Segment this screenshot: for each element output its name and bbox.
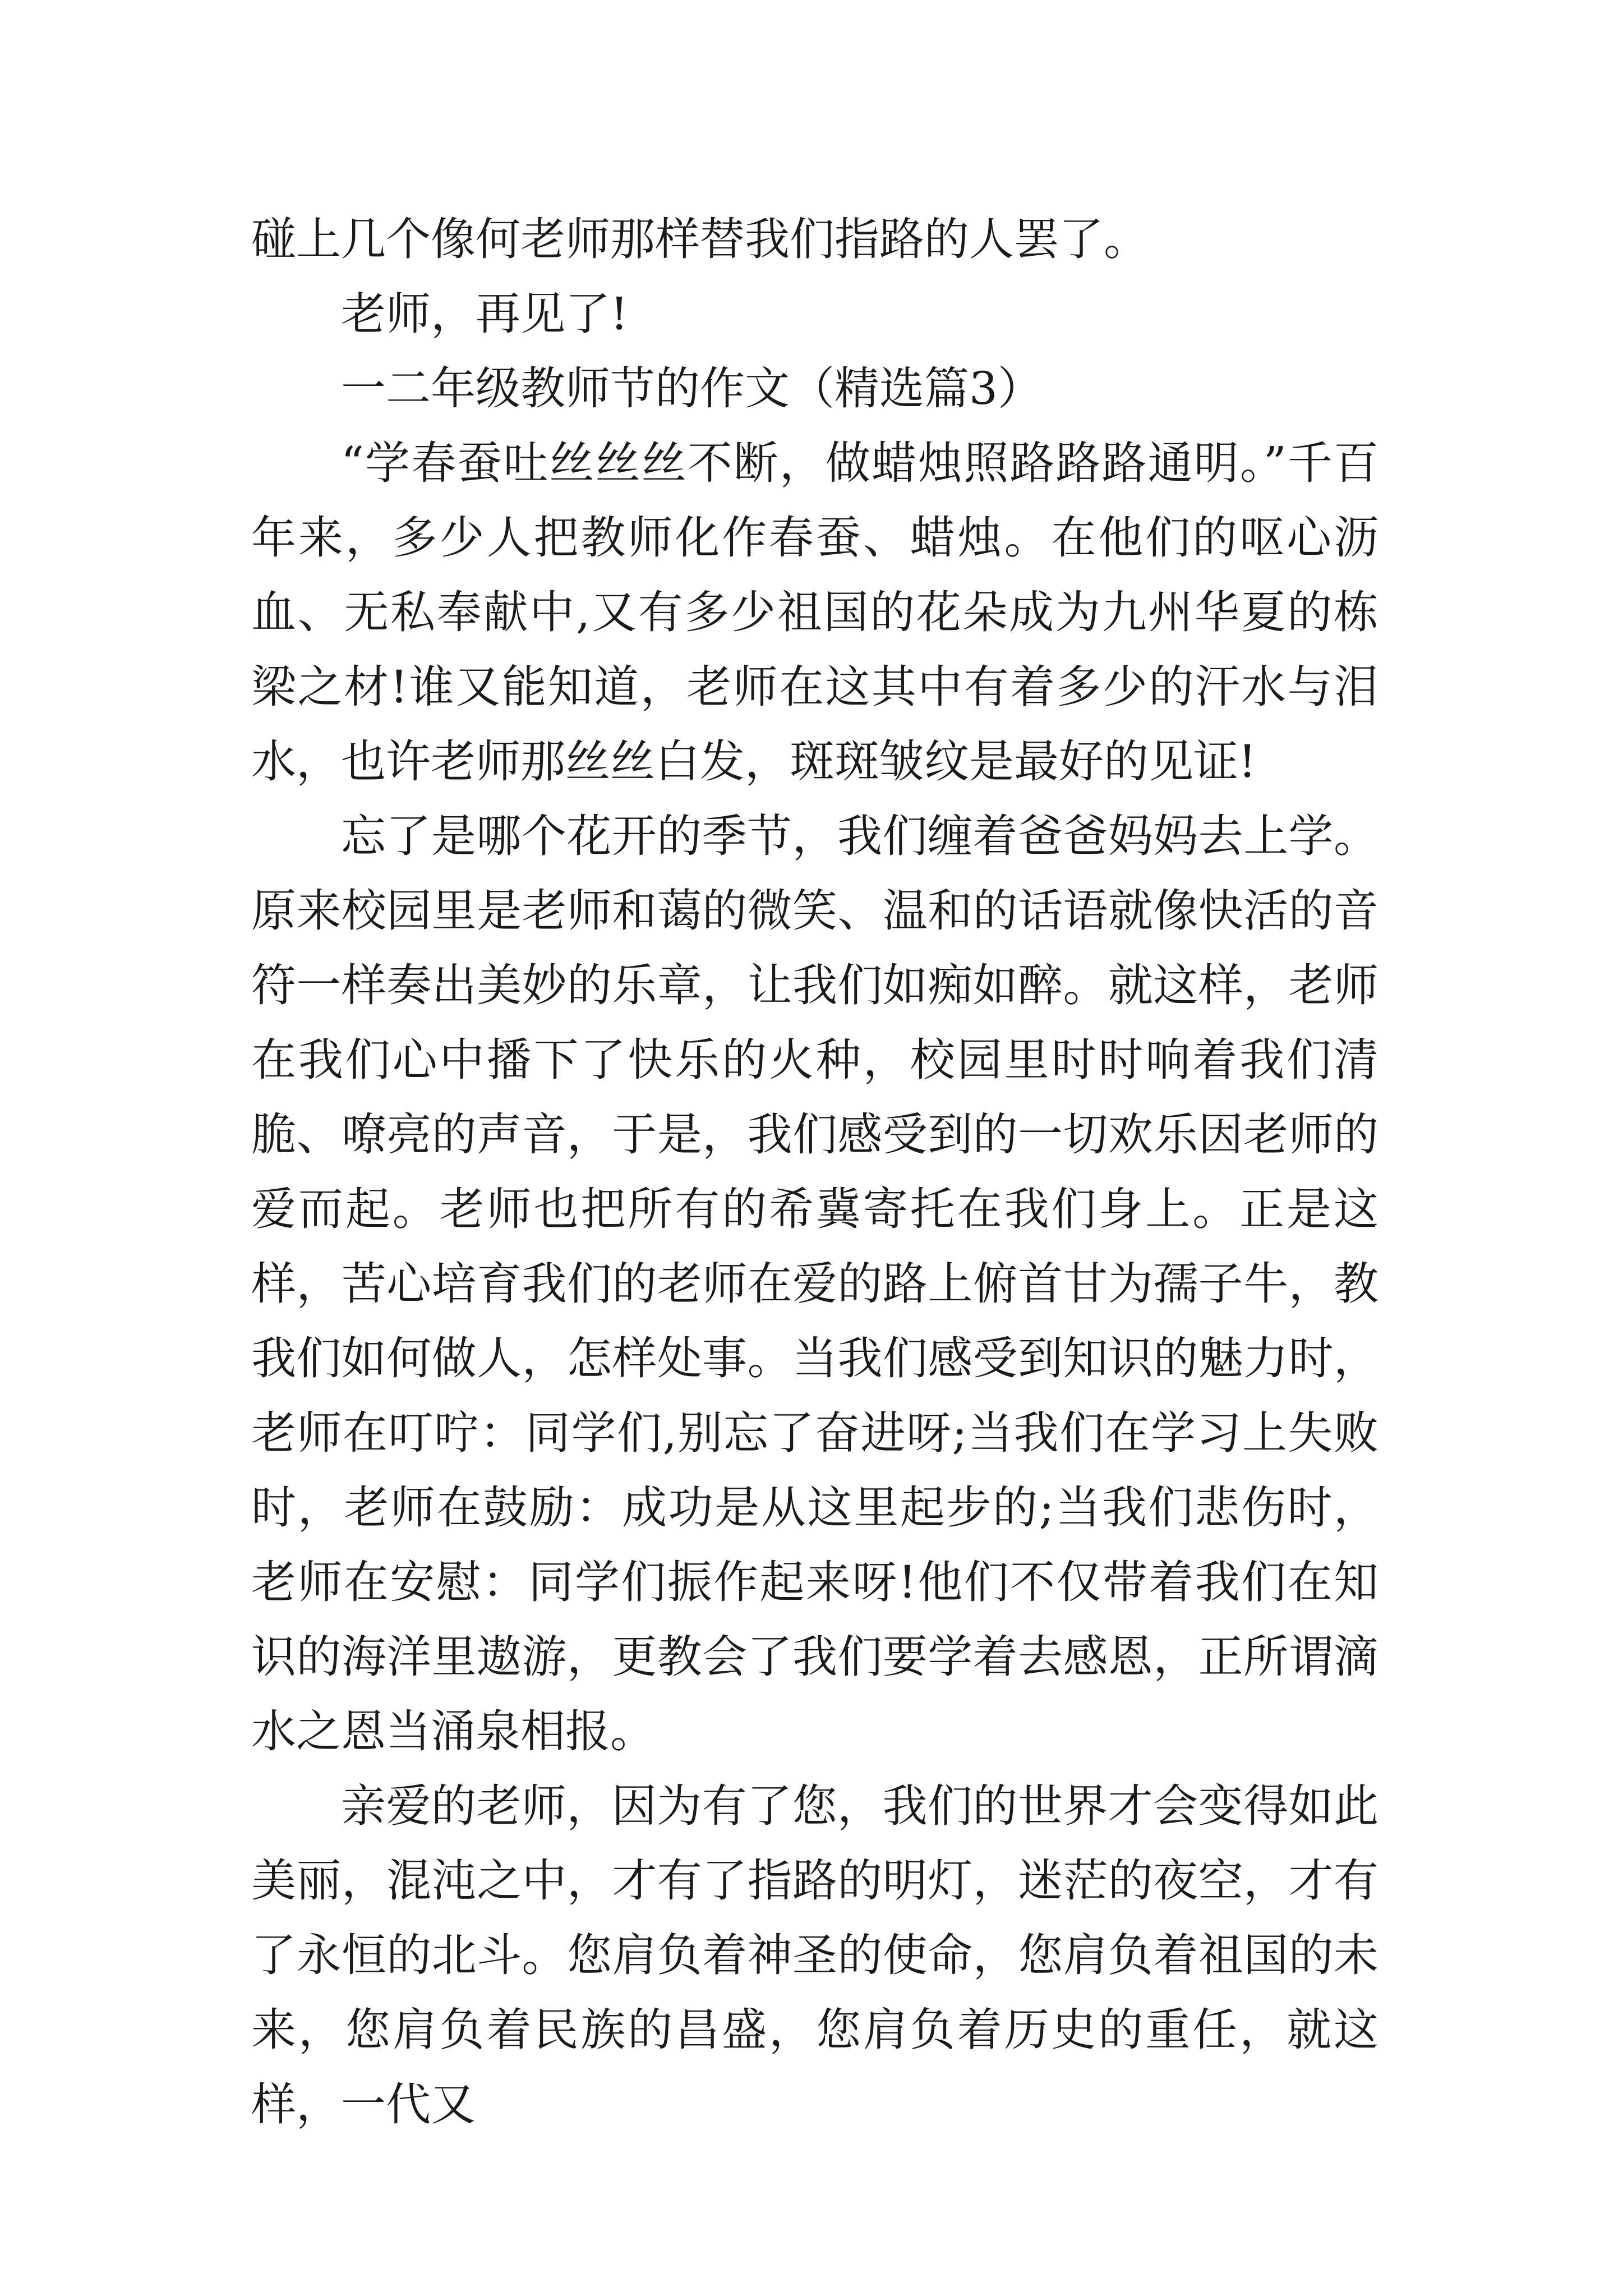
document-body	[251, 202, 1378, 2142]
paragraph-silkworm: “学春蚕吐丝丝丝不断，做蜡烛照路路路通明。”千百年来，多少人把教师化作春蚕、蜡烛。在他们的呕心沥血、无私奉献中,又有多少祖国的花朵成为九州华夏的栋梁之材!谁又能知道，老师在这其中有着多少的汗水与泪水，也许老师那丝丝白发，斑斑皱纹是最好的见证!	[251, 437, 1378, 788]
essay-heading: 一二年级教师节的作文（精选篇3）	[341, 362, 1043, 415]
paragraph-farewell: 老师，再见了!	[341, 288, 629, 340]
paragraph-dear-teacher: 亲爱的老师，因为有了您，我们的世界才会变得如此美丽，混沌之中，才有了指路的明灯，迷茫的夜空，才有了永恒的北斗。您肩负着神圣的使命，您肩负着祖国的未来，您肩负着民族的昌盛，您肩负着历史的重任，就这样，一代又	[251, 1780, 1378, 2131]
paragraph-school-memories: 忘了是哪个花开的季节，我们缠着爸爸妈妈去上学。原来校园里是老师和蔼的微笑、温和的话语就像快活的音符一样奏出美妙的乐章，让我们如痴如醉。就这样，老师在我们心中播下了快乐的火种，校园里时时响着我们清脆、嘹亮的声音，于是，我们感受到的一切欢乐因老师的爱而起。老师也把所有的希冀寄托在我们身上。正是这样，苦心培育我们的老师在爱的路上俯首甘为孺子牛，教我们如何做人，怎样处事。当我们感受到知识的魅力时，老师在叮咛：同学们,别忘了奋进呀;当我们在学习上失败时，老师在鼓励：成功是从这里起步的;当我们悲伤时，老师在安慰：同学们振作起来呀!他们不仅带着我们在知识的海洋里遨游，更教会了我们要学着去感恩，正所谓滴水之恩当涌泉相报。	[251, 810, 1378, 1757]
paragraph-continuation: 碰上几个像何老师那样替我们指路的人罢了。	[251, 213, 1149, 265]
